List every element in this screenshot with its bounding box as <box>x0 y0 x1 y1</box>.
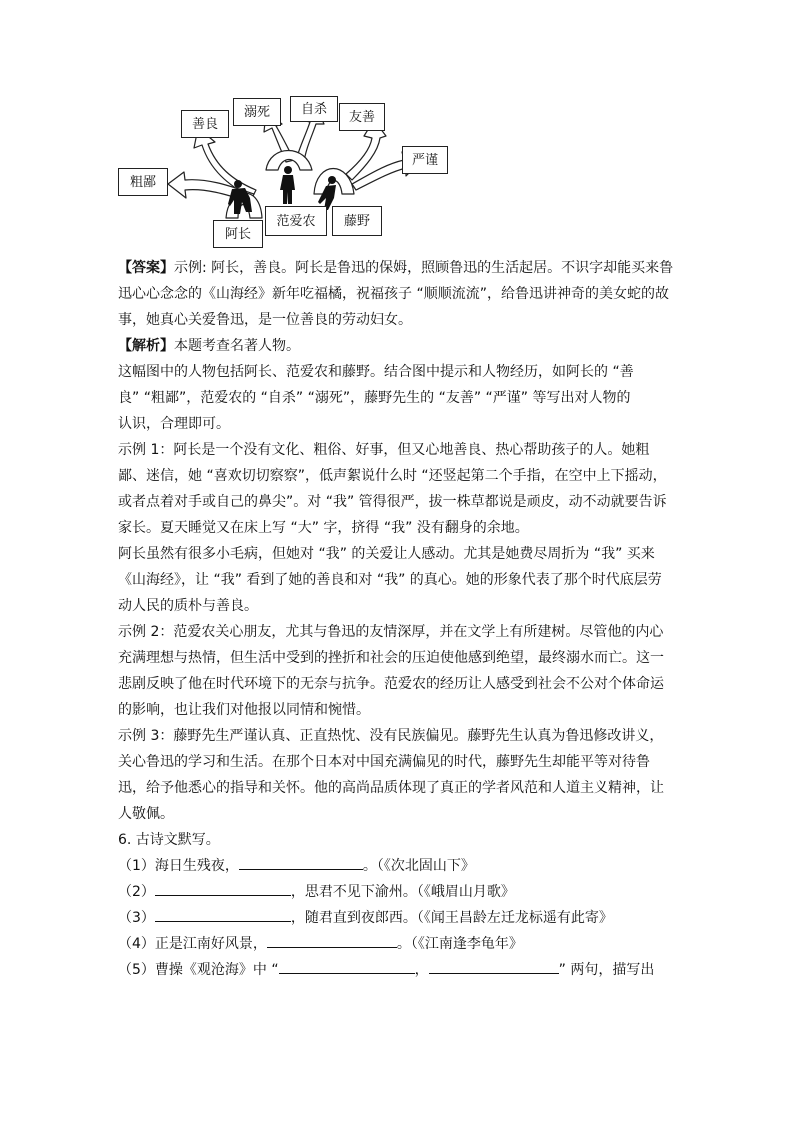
answer-tag: 【答案】 <box>118 260 174 276</box>
label-culou-text: 粗鄙 <box>129 174 156 190</box>
analysis-line: 这幅图中的人物包括阿长、范爱农和藤野。结合图中提示和人物经历，如阿长的 “善 <box>118 364 634 380</box>
analysis-line: 良” “粗鄙”，范爱农的 “自杀” “溺死”，藤野先生的 “友善” “严谨” 等写出对人物的 <box>118 390 631 406</box>
answer-line-2: 迅心心念念的《山海经》新年吃福橘，祝福孩子 “顺顺流流”，给鲁迅讲神奇的美女蛇的故 <box>118 286 669 302</box>
analysis-line: 悲剧反映了他在时代环境下的无奈与抗争。范爱农的经历让人感受到社会不公对个体命运 <box>118 676 664 692</box>
label-shanliang <box>181 110 229 138</box>
q4-prefix: 正是江南好风景， <box>154 936 267 952</box>
label-tengye-text: 藤野 <box>343 213 370 229</box>
q1-number: （1） <box>118 858 155 874</box>
q4-source: 。（《江南逢李龟年》 <box>396 936 523 952</box>
label-yanjin-text: 严谨 <box>411 152 438 168</box>
analysis-line: 示例 2：范爱农关心朋友，尤其与鲁迅的友情深厚，并在文学上有所建树。尽管他的内心 <box>118 624 664 640</box>
question-6-2 <box>118 879 683 905</box>
character-diagram <box>110 90 440 250</box>
question-6-title: 6. 古诗文默写。 <box>118 832 220 848</box>
label-achang-text: 阿长 <box>224 226 251 242</box>
q3-number: （3） <box>118 910 155 926</box>
analysis-line-1 <box>118 333 683 359</box>
label-niside <box>233 98 281 126</box>
figure-fanainong-head <box>284 166 292 174</box>
answer-line-3: 事，她真心关爱鲁迅，是一位善良的劳动妇女。 <box>118 312 412 328</box>
analysis-tag: 【解析】 <box>118 338 174 354</box>
label-tengye <box>332 206 382 236</box>
analysis-line: 家长。夏天睡觉又在床上写 “大” 字，挤得 “我” 没有翻身的余地。 <box>118 520 529 536</box>
text-body <box>118 255 683 983</box>
q3-blank[interactable] <box>155 907 291 922</box>
analysis-line: 示例 1：阿长是一个没有文化、粗俗、好事，但又心地善良、热心帮助孩子的人。她粗 <box>118 442 650 458</box>
question-6-3 <box>118 905 683 931</box>
label-shanliang-text: 善良 <box>191 116 218 132</box>
analysis-line: 关心鲁迅的学习和生活。在那个日本对中国充满偏见的时代，藤野先生却能平等对待鲁 <box>118 754 650 770</box>
q1-source: 。（《次北固山下》 <box>362 858 475 874</box>
label-achang <box>213 220 263 248</box>
figure-fanainong-body <box>280 175 295 204</box>
analysis-line: 或者点着对手或自己的鼻尖”。对 “我” 管得很严，拔一株草都说是顽皮，动不动就要告诉 <box>118 494 667 510</box>
figure-tengye-head <box>328 176 336 184</box>
q2-number: （2） <box>118 884 155 900</box>
label-culou <box>118 168 168 196</box>
question-6-5 <box>118 957 683 983</box>
label-yanjin <box>402 146 448 174</box>
analysis-line: 充满理想与热情，但生活中受到的挫折和社会的压迫使他感到绝望，最终溺水而亡。这一 <box>118 650 664 666</box>
q4-blank[interactable] <box>267 933 397 948</box>
analysis-line: 鄙、迷信，她 “喜欢切切察察”，低声絮说什么时 “还竖起第二个手指，在空中上下摇动， <box>118 468 667 484</box>
q2-source: ，思君不见下渝州。（《峨眉山月歌》 <box>290 884 515 900</box>
answer-line-1 <box>118 255 683 281</box>
question-6-4 <box>118 931 683 957</box>
q3-source: ，随君直到夜郎西。（《闻王昌龄左迁龙标遥有此寄》 <box>290 910 613 926</box>
analysis-line: 阿长虽然有很多小毛病，但她对 “我” 的关爱让人感动。尤其是她费尽周折为 “我” 买来 <box>118 546 655 562</box>
q5-middle: ， <box>414 962 429 978</box>
q5-suffix: ” 两句，描写出 <box>558 962 655 978</box>
figure-achang-head <box>234 180 242 188</box>
label-fanainong-text: 范爱农 <box>276 213 316 229</box>
label-fanainong <box>265 206 327 236</box>
analysis-line: 示例 3：藤野先生严谨认真、正直热忱、没有民族偏见。藤野先生认真为鲁迅修改讲义， <box>118 728 664 744</box>
label-niside-text: 溺死 <box>243 104 270 120</box>
q4-number: （4） <box>118 936 155 952</box>
label-zisha-text: 自杀 <box>300 101 327 117</box>
analysis-line: 人敬佩。 <box>118 806 174 822</box>
q5-number: （5） <box>118 962 155 978</box>
analysis-line: 认识，合理即可。 <box>118 416 230 432</box>
q2-blank[interactable] <box>155 881 291 896</box>
label-youshan <box>339 103 385 131</box>
analysis-first: 本题考查名著人物。 <box>174 338 300 354</box>
q5-blank-1[interactable] <box>279 959 415 974</box>
q1-blank[interactable] <box>239 855 363 870</box>
analysis-line: 迅，给予他悉心的指导和关怀。他的高尚品质体现了真正的学者风范和人道主义精神，让 <box>118 780 664 796</box>
q1-prefix: 海日生残夜， <box>154 858 239 874</box>
answer-text-1: 示例: 阿长，善良。阿长是鲁迅的保姆，照顾鲁迅的生活起居。不识字却能买来鲁 <box>174 260 674 276</box>
question-6-1 <box>118 853 683 879</box>
label-youshan-text: 友善 <box>348 109 375 125</box>
q5-blank-2[interactable] <box>429 959 559 974</box>
label-zisha <box>290 96 338 122</box>
analysis-line: 动人民的质朴与善良。 <box>118 598 258 614</box>
analysis-line: 《山海经》，让 “我” 看到了她的善良和对 “我” 的真心。她的形象代表了那个时代底层劳 <box>118 572 662 588</box>
q5-prefix: 曹操《观沧海》中 “ <box>154 962 279 978</box>
analysis-line: 的影响，也让我们对他报以同情和惋惜。 <box>118 702 370 718</box>
